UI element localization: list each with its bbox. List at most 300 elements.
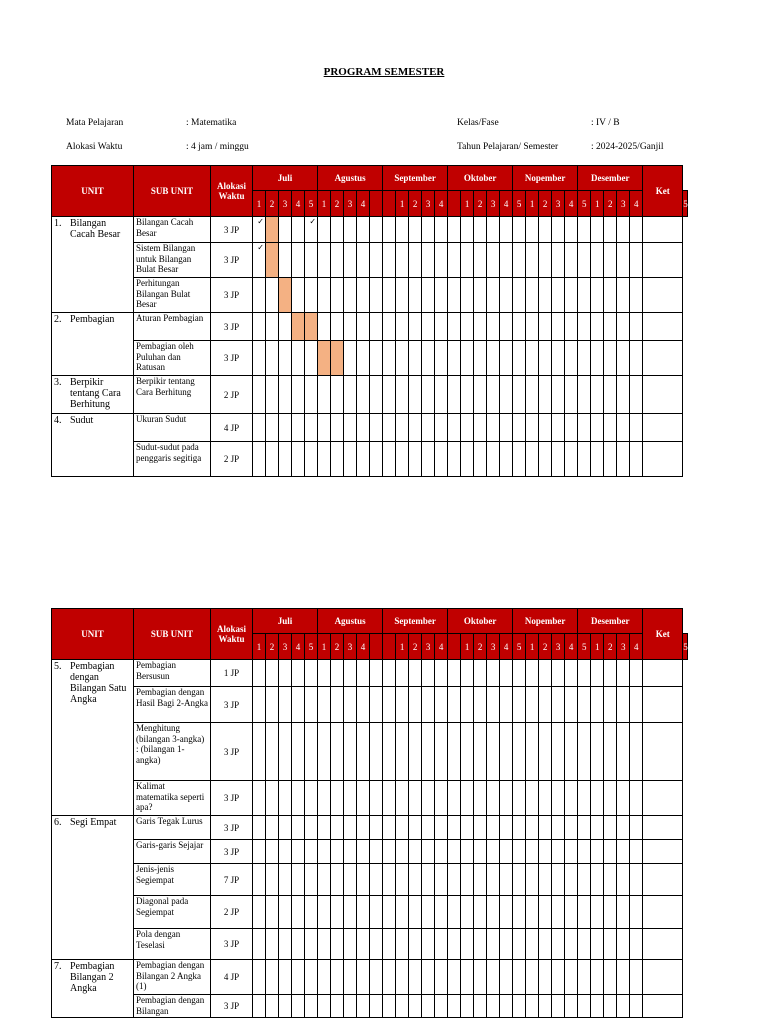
- schedule-cell[interactable]: [318, 217, 331, 243]
- schedule-cell[interactable]: [396, 217, 409, 243]
- schedule-cell[interactable]: [370, 687, 383, 723]
- schedule-cell[interactable]: [461, 960, 474, 995]
- schedule-cell[interactable]: [526, 376, 539, 414]
- schedule-cell[interactable]: [513, 781, 526, 816]
- schedule-cell[interactable]: [448, 840, 461, 864]
- schedule-cell[interactable]: [526, 660, 539, 687]
- schedule-cell[interactable]: [253, 217, 266, 243]
- schedule-cell[interactable]: [266, 687, 279, 723]
- schedule-cell[interactable]: [396, 687, 409, 723]
- schedule-cell[interactable]: [279, 896, 292, 929]
- schedule-cell[interactable]: [396, 278, 409, 313]
- schedule-cell[interactable]: [513, 929, 526, 960]
- schedule-cell[interactable]: [370, 960, 383, 995]
- schedule-cell[interactable]: [474, 781, 487, 816]
- schedule-cell[interactable]: [591, 723, 604, 781]
- schedule-cell[interactable]: [578, 896, 591, 929]
- schedule-cell[interactable]: [305, 781, 318, 816]
- schedule-cell[interactable]: [500, 896, 513, 929]
- schedule-cell[interactable]: [396, 442, 409, 477]
- schedule-cell[interactable]: [552, 217, 565, 243]
- schedule-cell[interactable]: [318, 376, 331, 414]
- schedule-cell-filled[interactable]: [305, 313, 318, 341]
- schedule-cell[interactable]: [552, 313, 565, 341]
- schedule-cell[interactable]: [539, 376, 552, 414]
- schedule-cell[interactable]: [539, 243, 552, 278]
- schedule-cell[interactable]: [578, 414, 591, 442]
- schedule-cell[interactable]: [461, 414, 474, 442]
- schedule-cell[interactable]: [630, 995, 643, 1018]
- schedule-cell[interactable]: [461, 929, 474, 960]
- schedule-cell[interactable]: [591, 442, 604, 477]
- schedule-cell[interactable]: [331, 929, 344, 960]
- schedule-cell[interactable]: [305, 816, 318, 840]
- schedule-cell[interactable]: [578, 995, 591, 1018]
- schedule-cell[interactable]: [565, 896, 578, 929]
- ket-cell[interactable]: [643, 243, 683, 278]
- schedule-cell[interactable]: [604, 341, 617, 376]
- ket-cell[interactable]: [643, 840, 683, 864]
- schedule-cell[interactable]: [266, 929, 279, 960]
- schedule-cell[interactable]: [266, 313, 279, 341]
- schedule-cell[interactable]: [474, 217, 487, 243]
- schedule-cell[interactable]: [331, 864, 344, 896]
- schedule-cell[interactable]: [513, 376, 526, 414]
- schedule-cell-filled[interactable]: [292, 313, 305, 341]
- schedule-cell[interactable]: [357, 442, 370, 477]
- schedule-cell[interactable]: [513, 313, 526, 341]
- schedule-cell[interactable]: [344, 313, 357, 341]
- schedule-cell[interactable]: [526, 816, 539, 840]
- schedule-cell[interactable]: [318, 442, 331, 477]
- schedule-cell[interactable]: [591, 660, 604, 687]
- schedule-cell[interactable]: [448, 376, 461, 414]
- schedule-cell[interactable]: [565, 217, 578, 243]
- schedule-cell[interactable]: [539, 929, 552, 960]
- schedule-cell[interactable]: [292, 723, 305, 781]
- schedule-cell[interactable]: [500, 660, 513, 687]
- schedule-cell[interactable]: [292, 243, 305, 278]
- schedule-cell[interactable]: [539, 442, 552, 477]
- ket-cell[interactable]: [643, 816, 683, 840]
- schedule-cell[interactable]: [396, 313, 409, 341]
- schedule-cell[interactable]: [396, 723, 409, 781]
- schedule-cell[interactable]: [565, 414, 578, 442]
- schedule-cell[interactable]: [318, 723, 331, 781]
- schedule-cell[interactable]: [370, 929, 383, 960]
- schedule-cell[interactable]: [318, 781, 331, 816]
- schedule-cell[interactable]: [253, 840, 266, 864]
- schedule-cell[interactable]: [513, 687, 526, 723]
- schedule-cell[interactable]: [383, 840, 396, 864]
- schedule-cell[interactable]: [578, 243, 591, 278]
- schedule-cell[interactable]: [552, 723, 565, 781]
- schedule-cell[interactable]: [617, 816, 630, 840]
- schedule-cell[interactable]: [604, 723, 617, 781]
- schedule-cell[interactable]: [370, 278, 383, 313]
- schedule-cell[interactable]: [630, 217, 643, 243]
- schedule-cell[interactable]: [630, 723, 643, 781]
- schedule-cell[interactable]: [526, 995, 539, 1018]
- schedule-cell[interactable]: [305, 960, 318, 995]
- schedule-cell[interactable]: [513, 414, 526, 442]
- schedule-cell[interactable]: [266, 896, 279, 929]
- schedule-cell[interactable]: [279, 243, 292, 278]
- schedule-cell[interactable]: [422, 442, 435, 477]
- schedule-cell[interactable]: [253, 278, 266, 313]
- schedule-cell[interactable]: [578, 442, 591, 477]
- schedule-cell[interactable]: [344, 960, 357, 995]
- schedule-cell[interactable]: [266, 816, 279, 840]
- schedule-cell[interactable]: [591, 376, 604, 414]
- schedule-cell[interactable]: [344, 660, 357, 687]
- schedule-cell[interactable]: [383, 313, 396, 341]
- schedule-cell[interactable]: [344, 840, 357, 864]
- ket-cell[interactable]: [643, 864, 683, 896]
- schedule-cell[interactable]: [331, 960, 344, 995]
- schedule-cell[interactable]: [617, 840, 630, 864]
- schedule-cell[interactable]: [578, 960, 591, 995]
- schedule-cell[interactable]: [487, 414, 500, 442]
- schedule-cell[interactable]: [474, 341, 487, 376]
- schedule-cell[interactable]: [344, 376, 357, 414]
- schedule-cell[interactable]: [396, 816, 409, 840]
- ket-cell[interactable]: [643, 217, 683, 243]
- schedule-cell[interactable]: [448, 723, 461, 781]
- schedule-cell[interactable]: [357, 960, 370, 995]
- schedule-cell[interactable]: [448, 864, 461, 896]
- schedule-cell-filled[interactable]: [279, 278, 292, 313]
- schedule-cell[interactable]: [578, 929, 591, 960]
- schedule-cell[interactable]: [266, 376, 279, 414]
- schedule-cell[interactable]: [526, 929, 539, 960]
- schedule-cell[interactable]: [422, 781, 435, 816]
- schedule-cell[interactable]: [435, 414, 448, 442]
- schedule-cell[interactable]: [487, 217, 500, 243]
- schedule-cell[interactable]: [409, 995, 422, 1018]
- schedule-cell[interactable]: [409, 723, 422, 781]
- schedule-cell[interactable]: [435, 376, 448, 414]
- schedule-cell[interactable]: [539, 864, 552, 896]
- schedule-cell[interactable]: [331, 840, 344, 864]
- schedule-cell[interactable]: [513, 278, 526, 313]
- schedule-cell[interactable]: [474, 816, 487, 840]
- schedule-cell[interactable]: [253, 816, 266, 840]
- schedule-cell[interactable]: [331, 781, 344, 816]
- schedule-cell[interactable]: [578, 840, 591, 864]
- schedule-cell[interactable]: [279, 217, 292, 243]
- schedule-cell[interactable]: [409, 864, 422, 896]
- schedule-cell[interactable]: [539, 313, 552, 341]
- schedule-cell[interactable]: [474, 243, 487, 278]
- schedule-cell[interactable]: [409, 929, 422, 960]
- schedule-cell[interactable]: [396, 376, 409, 414]
- schedule-cell[interactable]: [526, 781, 539, 816]
- schedule-cell[interactable]: [487, 243, 500, 278]
- schedule-cell[interactable]: [318, 896, 331, 929]
- schedule-cell[interactable]: [396, 341, 409, 376]
- schedule-cell[interactable]: [344, 929, 357, 960]
- schedule-cell[interactable]: [591, 960, 604, 995]
- schedule-cell[interactable]: [435, 442, 448, 477]
- schedule-cell[interactable]: [383, 442, 396, 477]
- schedule-cell[interactable]: [500, 840, 513, 864]
- schedule-cell[interactable]: [435, 341, 448, 376]
- schedule-cell[interactable]: [604, 243, 617, 278]
- schedule-cell[interactable]: [513, 442, 526, 477]
- schedule-cell[interactable]: [604, 960, 617, 995]
- ket-cell[interactable]: [643, 341, 683, 376]
- schedule-cell[interactable]: [435, 816, 448, 840]
- schedule-cell[interactable]: [526, 278, 539, 313]
- schedule-cell[interactable]: [344, 217, 357, 243]
- schedule-cell[interactable]: [435, 687, 448, 723]
- schedule-cell[interactable]: [591, 243, 604, 278]
- schedule-cell[interactable]: [344, 864, 357, 896]
- schedule-cell[interactable]: [461, 995, 474, 1018]
- schedule-cell[interactable]: [396, 995, 409, 1018]
- schedule-cell[interactable]: [422, 414, 435, 442]
- schedule-cell[interactable]: [435, 960, 448, 995]
- schedule-cell[interactable]: [448, 960, 461, 995]
- schedule-cell[interactable]: [383, 217, 396, 243]
- schedule-cell[interactable]: [487, 995, 500, 1018]
- schedule-cell[interactable]: [409, 414, 422, 442]
- ket-cell[interactable]: [643, 781, 683, 816]
- schedule-cell[interactable]: [357, 376, 370, 414]
- ket-cell[interactable]: [643, 414, 683, 442]
- schedule-cell[interactable]: [409, 243, 422, 278]
- schedule-cell[interactable]: [305, 660, 318, 687]
- schedule-cell[interactable]: [305, 243, 318, 278]
- schedule-cell[interactable]: [292, 376, 305, 414]
- schedule-cell[interactable]: [526, 442, 539, 477]
- ket-cell[interactable]: [643, 723, 683, 781]
- schedule-cell[interactable]: [565, 243, 578, 278]
- schedule-cell[interactable]: [604, 414, 617, 442]
- schedule-cell[interactable]: [630, 660, 643, 687]
- schedule-cell[interactable]: [253, 243, 266, 278]
- schedule-cell[interactable]: [539, 960, 552, 995]
- schedule-cell[interactable]: [370, 723, 383, 781]
- schedule-cell[interactable]: [617, 995, 630, 1018]
- schedule-cell[interactable]: [409, 660, 422, 687]
- schedule-cell[interactable]: [253, 341, 266, 376]
- schedule-cell[interactable]: [292, 960, 305, 995]
- schedule-cell[interactable]: [526, 864, 539, 896]
- schedule-cell[interactable]: [513, 341, 526, 376]
- schedule-cell[interactable]: [630, 781, 643, 816]
- schedule-cell[interactable]: [526, 313, 539, 341]
- schedule-cell[interactable]: [552, 781, 565, 816]
- schedule-cell[interactable]: [292, 929, 305, 960]
- schedule-cell[interactable]: [578, 781, 591, 816]
- schedule-cell[interactable]: [591, 995, 604, 1018]
- schedule-cell[interactable]: [617, 781, 630, 816]
- schedule-cell[interactable]: [617, 660, 630, 687]
- schedule-cell[interactable]: [448, 995, 461, 1018]
- schedule-cell[interactable]: [630, 313, 643, 341]
- schedule-cell[interactable]: [344, 414, 357, 442]
- schedule-cell[interactable]: [331, 243, 344, 278]
- schedule-cell[interactable]: [292, 414, 305, 442]
- schedule-cell[interactable]: [435, 313, 448, 341]
- schedule-cell[interactable]: [266, 660, 279, 687]
- schedule-cell[interactable]: [422, 278, 435, 313]
- schedule-cell[interactable]: [461, 687, 474, 723]
- schedule-cell[interactable]: [500, 929, 513, 960]
- schedule-cell[interactable]: [461, 442, 474, 477]
- schedule-cell[interactable]: [266, 442, 279, 477]
- schedule-cell[interactable]: [383, 864, 396, 896]
- schedule-cell[interactable]: [370, 414, 383, 442]
- schedule-cell[interactable]: [513, 896, 526, 929]
- schedule-cell[interactable]: [552, 414, 565, 442]
- schedule-cell[interactable]: [266, 781, 279, 816]
- schedule-cell[interactable]: [461, 243, 474, 278]
- schedule-cell[interactable]: [253, 723, 266, 781]
- schedule-cell[interactable]: [253, 929, 266, 960]
- schedule-cell[interactable]: [344, 341, 357, 376]
- schedule-cell[interactable]: [357, 723, 370, 781]
- schedule-cell[interactable]: [279, 660, 292, 687]
- schedule-cell[interactable]: [448, 781, 461, 816]
- schedule-cell[interactable]: [448, 816, 461, 840]
- schedule-cell[interactable]: [500, 376, 513, 414]
- schedule-cell[interactable]: [409, 781, 422, 816]
- schedule-cell[interactable]: [474, 313, 487, 341]
- schedule-cell[interactable]: [539, 840, 552, 864]
- schedule-cell[interactable]: [279, 929, 292, 960]
- schedule-cell[interactable]: [318, 864, 331, 896]
- schedule-cell[interactable]: [578, 864, 591, 896]
- schedule-cell[interactable]: [383, 341, 396, 376]
- schedule-cell[interactable]: [552, 864, 565, 896]
- schedule-cell[interactable]: [552, 243, 565, 278]
- schedule-cell[interactable]: [487, 341, 500, 376]
- schedule-cell[interactable]: [370, 995, 383, 1018]
- schedule-cell[interactable]: [357, 341, 370, 376]
- schedule-cell[interactable]: [461, 864, 474, 896]
- schedule-cell[interactable]: [578, 313, 591, 341]
- schedule-cell[interactable]: [552, 341, 565, 376]
- schedule-cell[interactable]: [409, 442, 422, 477]
- schedule-cell[interactable]: [370, 864, 383, 896]
- schedule-cell[interactable]: [435, 840, 448, 864]
- schedule-cell[interactable]: [617, 278, 630, 313]
- schedule-cell[interactable]: [279, 341, 292, 376]
- schedule-cell[interactable]: [292, 442, 305, 477]
- schedule-cell[interactable]: [617, 217, 630, 243]
- schedule-cell[interactable]: [474, 929, 487, 960]
- schedule-cell-filled[interactable]: [318, 341, 331, 376]
- schedule-cell[interactable]: [578, 723, 591, 781]
- schedule-cell[interactable]: [344, 781, 357, 816]
- schedule-cell[interactable]: [539, 816, 552, 840]
- schedule-cell[interactable]: [422, 896, 435, 929]
- schedule-cell[interactable]: [617, 864, 630, 896]
- schedule-cell[interactable]: [474, 723, 487, 781]
- schedule-cell[interactable]: [357, 896, 370, 929]
- schedule-cell[interactable]: [253, 376, 266, 414]
- schedule-cell[interactable]: [279, 414, 292, 442]
- schedule-cell[interactable]: [357, 687, 370, 723]
- schedule-cell[interactable]: [318, 995, 331, 1018]
- schedule-cell[interactable]: [513, 840, 526, 864]
- schedule-cell[interactable]: [500, 781, 513, 816]
- schedule-cell[interactable]: [370, 313, 383, 341]
- schedule-cell[interactable]: [344, 243, 357, 278]
- schedule-cell[interactable]: [461, 816, 474, 840]
- schedule-cell[interactable]: [279, 687, 292, 723]
- schedule-cell[interactable]: [487, 840, 500, 864]
- schedule-cell[interactable]: [305, 442, 318, 477]
- schedule-cell[interactable]: [253, 660, 266, 687]
- schedule-cell[interactable]: [461, 313, 474, 341]
- schedule-cell[interactable]: [253, 864, 266, 896]
- schedule-cell[interactable]: [552, 840, 565, 864]
- schedule-cell[interactable]: [344, 816, 357, 840]
- schedule-cell[interactable]: [630, 960, 643, 995]
- schedule-cell[interactable]: [474, 960, 487, 995]
- schedule-cell-filled[interactable]: [266, 243, 279, 278]
- schedule-cell[interactable]: [292, 816, 305, 840]
- schedule-cell[interactable]: [370, 840, 383, 864]
- schedule-cell[interactable]: [539, 341, 552, 376]
- schedule-cell[interactable]: [474, 442, 487, 477]
- schedule-cell[interactable]: [279, 781, 292, 816]
- schedule-cell[interactable]: [526, 896, 539, 929]
- schedule-cell[interactable]: [357, 278, 370, 313]
- schedule-cell[interactable]: [565, 840, 578, 864]
- schedule-cell[interactable]: [292, 217, 305, 243]
- schedule-cell[interactable]: [578, 278, 591, 313]
- schedule-cell[interactable]: [630, 896, 643, 929]
- schedule-cell[interactable]: [461, 278, 474, 313]
- schedule-cell[interactable]: [500, 341, 513, 376]
- schedule-cell[interactable]: [253, 414, 266, 442]
- schedule-cell[interactable]: [422, 243, 435, 278]
- schedule-cell[interactable]: [253, 960, 266, 995]
- schedule-cell[interactable]: [630, 414, 643, 442]
- schedule-cell[interactable]: [383, 995, 396, 1018]
- schedule-cell[interactable]: [409, 687, 422, 723]
- schedule-cell[interactable]: [539, 781, 552, 816]
- schedule-cell[interactable]: [617, 896, 630, 929]
- ket-cell[interactable]: [643, 376, 683, 414]
- schedule-cell[interactable]: [396, 840, 409, 864]
- schedule-cell[interactable]: [617, 341, 630, 376]
- schedule-cell[interactable]: [630, 864, 643, 896]
- schedule-cell[interactable]: [305, 840, 318, 864]
- schedule-cell[interactable]: [487, 723, 500, 781]
- schedule-cell[interactable]: [370, 376, 383, 414]
- schedule-cell[interactable]: [552, 816, 565, 840]
- schedule-cell[interactable]: [578, 341, 591, 376]
- schedule-cell[interactable]: [539, 660, 552, 687]
- schedule-cell[interactable]: [318, 278, 331, 313]
- schedule-cell[interactable]: [305, 414, 318, 442]
- schedule-cell[interactable]: [357, 864, 370, 896]
- schedule-cell[interactable]: [526, 341, 539, 376]
- schedule-cell[interactable]: [461, 723, 474, 781]
- schedule-cell[interactable]: [331, 442, 344, 477]
- schedule-cell[interactable]: [292, 864, 305, 896]
- schedule-cell[interactable]: [461, 217, 474, 243]
- schedule-cell[interactable]: [526, 960, 539, 995]
- schedule-cell[interactable]: [500, 687, 513, 723]
- schedule-cell[interactable]: [370, 816, 383, 840]
